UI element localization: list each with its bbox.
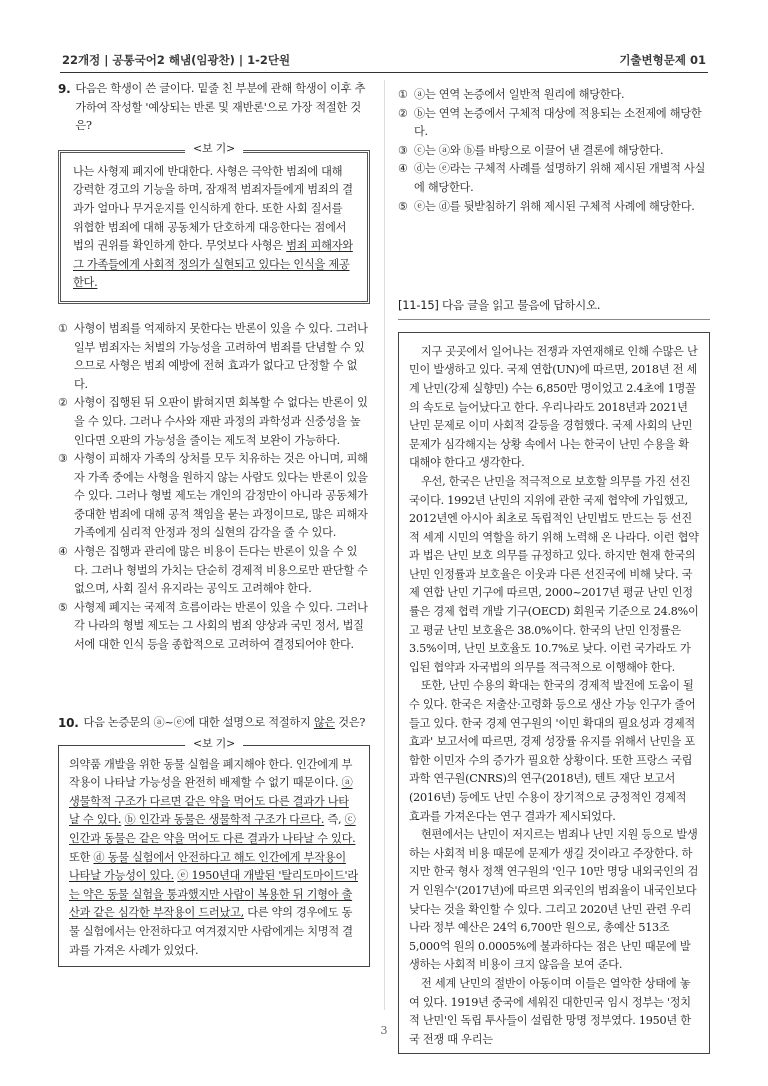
option-1[interactable] xyxy=(398,86,710,105)
bogi-box xyxy=(58,736,370,968)
answer-options xyxy=(398,86,710,216)
sentence-b: ⓑ 인간과 동물은 생물학적 구조가 다르다. xyxy=(124,813,325,827)
option-4[interactable] xyxy=(58,543,370,599)
sentence-d: ⓓ 동물 실험에서 안전하다고 해도 인간에게 부작용이 나타날 가능성이 있다. xyxy=(69,850,346,883)
bogi-label: <보 기> xyxy=(185,141,243,157)
underlined-negative: 않은 xyxy=(313,716,335,729)
bogi-content: 의약품 개발을 위한 동물 실험을 폐지해야 한다. 인간에게 부작용이 나타날 가능성을 완전히 배제할 수 없기 때문이다. ⓐ 생물학적 구조가 다르면 같은 약을 먹어도 다른 결과가 나타날 수 있다. ⓑ 인간과 동물은 생물학적 구조가 다르다. 즉, ⓒ 인간과 동물은 같은 약을 먹어도 다른 결과가 나타날 수 있다. 또한 ⓓ 동물 실험에서 안전하다고 해도 인간에게 부작용이 나타날 가능성이 있다. ⓔ 1950년대 개발된 '탈리도마이드'라는 약은 동물 실험을 통과했지만 사람이 복용한 뒤 기형아 출산과 같은 심각한 부작용이 드러났고, 다른 약의 경우에도 동물 실험에서는 안전하다고 여겨졌지만 사람에게는 치명적 결과를 가져온 사례가 있었다. xyxy=(58,745,370,968)
option-mark: ③ xyxy=(398,143,408,157)
question-set-title: [11-15] 다음 글을 읽고 물음에 답하시오. xyxy=(398,296,710,320)
question-number: 9. xyxy=(58,82,71,96)
question-9 xyxy=(58,80,370,136)
option-mark: ③ xyxy=(58,452,68,466)
header-rule xyxy=(60,72,708,73)
option-text: ⓑ는 연역 논증에서 구체적 대상에 적용되는 소전제에 해당한다. xyxy=(414,106,702,139)
left-column-lower xyxy=(58,714,370,967)
sentence-a: ⓐ 생물학적 구조가 다르면 같은 약을 먹어도 다른 결과가 나타날 수 있다. xyxy=(69,776,353,827)
header-course-info: 22개정 | 공통국어2 해냄(임광찬) | 1-2단원 xyxy=(62,53,291,67)
question-10 xyxy=(58,714,370,733)
passage-paragraph: 우선, 한국은 난민을 적극적으로 보호할 의무를 가진 선진국이다. 1992년 난민의 지위에 관한 국제 협약에 가입했고, 2012년엔 아시아 최초로 독립적인 난민법도 만드는 등 선진적 세계 시민의 역할을 하기 위해 노력해 온 나라다. 이런 협약과 법은 난민 보호 의무를 규정하고 있다. 하지만 현재 한국의 난민 인정률과 보호율은 이웃과 다른 선진국에 비해 낮다. 국제 연합 난민 기구에 따르면, 2000~2017년 평균 난민 인정률은 경제 협력 개발 기구(OECD) 회원국 기준으로 24.8%이고 평균 난민 보호율은 38.0%이다. 한국의 난민 인정률은 3.5%이며, 난민 보호율도 10.7%로 낮다. 이런 국가라도 가입된 협약과 자국법의 의무를 적극적으로 이행해야 한다. xyxy=(409,474,699,674)
option-mark: ① xyxy=(398,88,408,101)
answer-options xyxy=(58,320,370,655)
bogi-box xyxy=(58,141,370,304)
option-text: 사형이 범죄를 억제하지 못한다는 반론이 있을 수 있다. 그러나 일부 범죄자는 처벌의 가능성을 고려하여 범죄를 단념할 수 있으므로 사형은 범죄 예방에 전혀 효과가 없다고 단정할 수 없다. xyxy=(74,321,368,391)
underlined-claim: 범죄 피해자와 그 가족들에게 사회적 정의가 실현되고 있다는 인식을 제공한다. xyxy=(73,239,353,290)
option-mark: ④ xyxy=(398,162,408,176)
option-mark: ④ xyxy=(58,545,68,559)
option-5[interactable] xyxy=(58,599,370,655)
left-column xyxy=(58,80,370,655)
bogi-content xyxy=(58,150,370,304)
column-divider xyxy=(384,80,385,1010)
header-section-title: 기출변형문제 01 xyxy=(619,53,706,67)
option-mark: ⑤ xyxy=(58,600,68,614)
option-2[interactable] xyxy=(398,105,710,142)
bogi-label: <보 기> xyxy=(185,736,243,752)
bogi-text: 나는 사형제 폐지에 반대한다. 사형은 극악한 범죄에 대해 강력한 경고의 기능을 하며, 잠재적 범죄자들에게 범죄의 결과가 얼마나 무거운지를 인식하게 한다. 또한 사회 질서를 위협한 범죄에 대해 공동체가 단호하게 대응한다는 점에서 법의 권위를 확인하게 한다. 무엇보다 사형은 xyxy=(73,164,353,253)
sentence-c: ⓒ 인간과 동물은 같은 약을 먹어도 다른 결과가 나타날 수 있다. xyxy=(69,813,356,845)
passage-paragraph: 현편에서는 난민이 저지르는 범죄나 난민 지원 등으로 발생하는 사회적 비용 때문에 문제가 생길 것이라고 주장한다. 하지만 한국 형사 정책 연구원의 '인구 10만 명당 내외국인의 검거 인원수'(2017년)에 따르면 외국인의 범죄율이 내국인보다 낮다는 것을 확인할 수 있다. 그리고 2020년 난민 관련 우리나라 정부 예산은 24억 6,700만 원으로, 총예산 513조 5,000억 원의 0.0005%에 불과하다는 점은 난민 때문에 발생하는 사회적 비용이 크지 않음을 보여 준다. xyxy=(409,828,699,972)
option-text: ⓒ는 ⓐ와 ⓑ를 바탕으로 이끌어 낸 결론에 해당한다. xyxy=(414,143,664,157)
option-text: 사형이 피해자 가족의 상처를 모두 치유하는 것은 아니며, 피해자 가족 중에는 사형을 원하지 않는 사람도 있다는 반론이 있을 수 있다. 그러나 형벌 제도는 개인의 감정만이 아니라 공동체가 중대한 범죄에 대해 공적 책임을 묻는 과정이므로, 많은 피해자 가족에게 심리적 안정과 정의 실현의 감각을 줄 수 있다. xyxy=(74,452,368,540)
question-number: 10. xyxy=(58,716,79,730)
option-mark: ⑤ xyxy=(398,199,408,213)
passage-paragraph: 전 세계 난민의 절반이 아동이며 이들은 열악한 상태에 놓여 있다. 1919년 중국에 세워진 대한민국 임시 정부는 '정치적 난민'인 독립 투사들이 설립한 망명 정부였다. 1950년 한국 전쟁 때 우리는 xyxy=(409,976,691,1046)
question-stem: 다음은 학생이 쓴 글이다. 밑줄 친 부분에 관해 학생이 이후 추가하여 작성할 '예상되는 반론 및 재반론'으로 가장 적절한 것은? xyxy=(75,82,366,133)
option-text: 사형이 집행된 뒤 오판이 밝혀지면 회복할 수 없다는 반론이 있을 수 있다. 그러나 수사와 재판 과정의 과학성과 신중성을 높인다면 오판의 가능성을 줄이는 제도적 보완이 가능하다. xyxy=(74,396,368,447)
option-text: ⓐ는 연역 논증에서 일반적 원리에 해당한다. xyxy=(414,88,625,101)
page-number: 3 xyxy=(380,1024,388,1037)
option-1[interactable] xyxy=(58,320,370,394)
option-5[interactable] xyxy=(398,198,710,217)
option-mark: ② xyxy=(398,106,408,120)
option-text: ⓓ는 ⓔ라는 구체적 사례를 설명하기 위해 제시된 개별적 사실에 해당한다. xyxy=(414,162,706,194)
question-stem: 다음 논증문의 ⓐ~ⓔ에 대한 설명으로 적절하지 않은 것은? xyxy=(83,716,366,729)
option-text: ⓔ는 ⓓ를 뒷받침하기 위해 제시된 구체적 사례에 해당한다. xyxy=(414,199,695,213)
option-2[interactable] xyxy=(58,394,370,450)
option-3[interactable] xyxy=(58,450,370,543)
right-column xyxy=(398,80,710,1054)
passage-paragraph: 또한, 난민 수용의 확대는 한국의 경제적 발전에 도움이 될 수 있다. 한국은 저출산·고령화 등으로 생산 가능 인구가 줄어들고 있다. 한국 경제 연구원의 '이민 확대의 필요성과 경제적 효과' 보고서에 따르면, 경제 성장률 유지를 위해서 난민을 포함한 이민자 수의 증가가 필요한 상황이다. 또한 프랑스 국립 과학 연구원(CNRS)의 연구(2018년), 텐트 재단 보고서(2016년) 등에도 난민 수용이 장기적으로 긍정적인 경제적 효과를 가져온다는 연구 결과가 제시되었다. xyxy=(409,679,696,823)
passage-paragraph: 지구 곳곳에서 일어나는 전쟁과 자연재해로 인해 수많은 난민이 발생하고 있다. 국제 연합(UN)에 따르면, 2018년 전 세계 난민(강제 실향민) 수는 6,850만 명이었고 2.4초에 1명꼴의 속도로 늘어났다고 한다. 우리나라도 2018년과 2021년 난민 문제로 이미 사회적 갈등을 경험했다. 국제 사회의 난민 문제가 심각해지는 상황 속에서 나는 한국이 난민 수용을 확대해야 한다고 생각한다. xyxy=(409,344,698,470)
reading-passage xyxy=(398,332,710,1054)
option-3[interactable] xyxy=(398,142,710,161)
option-text: 사형은 집행과 관리에 많은 비용이 든다는 반론이 있을 수 있다. 그러나 형벌의 가치는 단순히 경제적 비용으로만 판단할 수 없으며, 사회 질서 유지라는 공익도 고려해야 한다. xyxy=(74,545,368,596)
option-mark: ① xyxy=(58,321,68,335)
option-text: 사형제 폐지는 국제적 흐름이라는 반론이 있을 수 있다. 그러나 각 나라의 형벌 제도는 그 사회의 범죄 양상과 국민 정서, 법질서에 대한 인식 등을 종합적으로 고려하여 결정되어야 한다. xyxy=(74,600,368,652)
option-4[interactable] xyxy=(398,160,710,197)
page-header xyxy=(60,48,708,70)
option-mark: ② xyxy=(58,396,68,410)
sentence-e: ⓔ 1950년대 개발된 '탈리도마이드'라는 약은 동물 실험을 통과했지만 사람이 복용한 뒤 기형아 출산과 같은 심각한 부작용이 드러났고, xyxy=(69,869,358,920)
